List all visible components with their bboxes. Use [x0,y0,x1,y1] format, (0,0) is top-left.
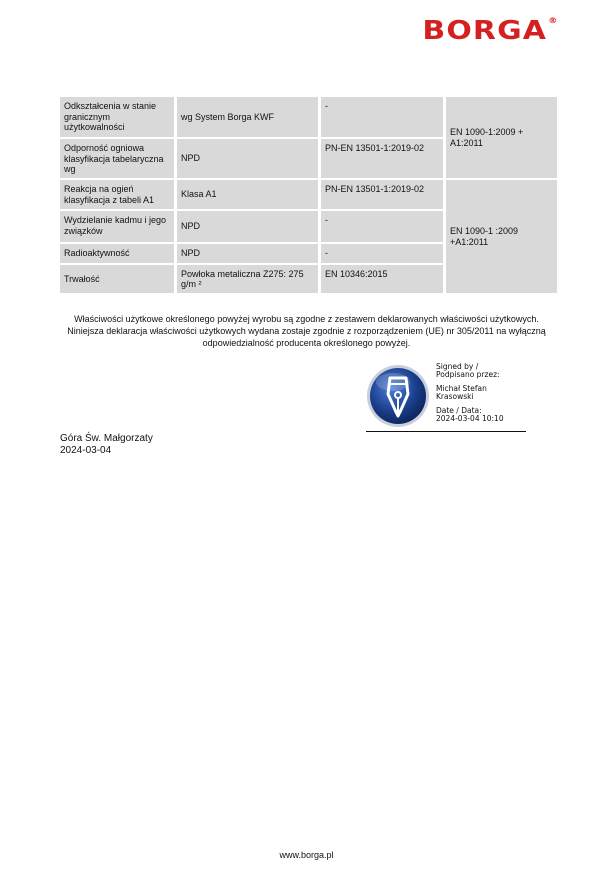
signed-by-label: Signed by / [436,362,479,371]
cell-characteristic: Wydzielanie kadmu i jego związków [60,211,174,242]
cell-performance: Powłoka metaliczna Z275: 275 g/m ² [177,265,318,293]
cell-characteristic: Reakcja na ogień klasyfikacja z tabeli A1 [60,180,174,209]
date-label: Date / Data: [436,406,482,415]
conformity-statement [40,313,573,350]
signature-underline [366,431,526,432]
cell-standard: - [321,211,443,242]
cell-spec-group-b: EN 1090-1 :2009 +A1:2011 [446,180,557,293]
cell-standard: PN-EN 13501-1:2019-02 [321,180,443,209]
cell-standard: PN-EN 13501-1:2019-02 [321,139,443,178]
cell-performance: NPD [177,211,318,242]
signature-date: 2024-03-04 10:10 [436,414,504,423]
statement-line: odpowiedzialność producenta określonego powyżej. [202,338,411,349]
performance-table [60,97,551,291]
place-city: Góra Św. Małgorzaty [60,433,153,444]
digital-signature [366,363,526,433]
cell-performance: NPD [177,139,318,178]
cell-spec-group-a: EN 1090-1:2009 + A1:2011 [446,97,557,178]
cell-characteristic: Odporność ogniowa klasyfikacja tabelaryczna wg [60,139,174,178]
footer-url[interactable]: www.borga.pl [279,850,334,860]
signed-by-label: Podpisano przez: [436,370,500,379]
cell-performance: NPD [177,244,318,263]
fountain-pen-nib-icon [366,364,430,428]
brand-name: BORGA [421,16,547,46]
cell-standard: EN 10346:2015 [321,265,443,293]
statement-line: Właściwości użytkowe określonego powyżej wyrobu są zgodne z zestawem deklarowanych właściwości użytkowych. [74,314,539,324]
cell-performance: wg System Borga KWF [177,97,318,137]
cell-characteristic: Trwałość [60,265,174,293]
cell-characteristic: Radioaktywność [60,244,174,263]
cell-standard: - [321,97,443,137]
cell-performance: Klasa A1 [177,180,318,209]
place-and-date [60,433,153,457]
cell-characteristic: Odkształcenia w stanie granicznym użytkowalności [60,97,174,137]
signer-name: Michał Stefan [436,384,487,393]
place-date: 2024-03-04 [60,445,112,456]
registered-mark: ® [547,16,557,25]
signer-name: Krasowski [436,392,474,401]
statement-line: Niniejsza deklaracja właściwości użytkowych wydana zostaje zgodnie z rozporządzeniem (UE) nr 305/2011 na wyłączną [67,326,546,337]
signature-details [436,363,531,423]
borga-logo [422,16,557,46]
cell-standard: - [321,244,443,263]
